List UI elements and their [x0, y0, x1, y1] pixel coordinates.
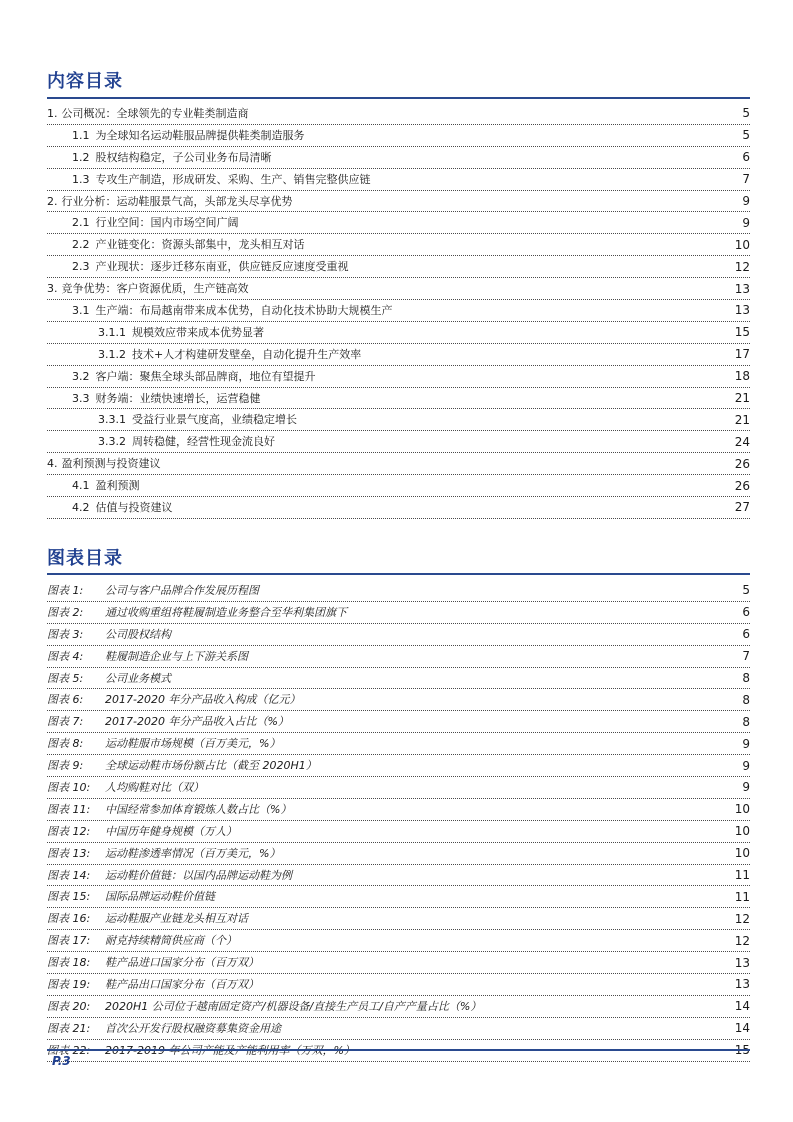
entry-number: 图表 18:: [47, 956, 91, 970]
figure-entry[interactable]: [47, 733, 750, 755]
entry-title: 行业空间：国内市场空间广阔: [95, 216, 239, 230]
entry-number: 图表 17:: [47, 934, 91, 948]
entry-number: 1.: [47, 106, 58, 120]
entry-title: 公司概况：全球领先的专业鞋类制造商: [61, 106, 249, 120]
entry-title: 公司股权结构: [105, 627, 171, 641]
entry-page-number: 6: [742, 150, 750, 165]
entry-number: 3.2: [72, 369, 90, 383]
entry-number: 图表 6:: [47, 693, 84, 707]
entry-title: 运动鞋服市场规模（百万美元，%）: [105, 737, 281, 751]
toc-entry[interactable]: [47, 256, 750, 278]
entry-title: 全球运动鞋市场份额占比（截至 2020H1）: [105, 759, 317, 773]
entry-title: 估值与投资建议: [95, 500, 173, 514]
entry-page-number: 13: [734, 977, 750, 992]
entry-page-number: 8: [742, 692, 750, 707]
toc-entry[interactable]: [47, 125, 750, 147]
toc-entry[interactable]: [47, 191, 750, 213]
entry-page-number: 9: [742, 736, 750, 751]
entry-title: 产业现状：逐步迁移东南亚，供应链反应速度受重视: [95, 260, 349, 274]
entry-number: 图表 2:: [47, 605, 84, 619]
entry-number: 图表 20:: [47, 999, 91, 1013]
figure-entry[interactable]: [47, 799, 750, 821]
entry-title: 公司与客户品牌合作发展历程图: [105, 583, 259, 597]
figure-entry[interactable]: [47, 689, 750, 711]
entry-number: 3.1.2: [98, 347, 126, 361]
entry-title: 盈利预测: [95, 479, 140, 493]
toc-entry[interactable]: [47, 322, 750, 344]
entry-title: 周转稳健，经营性现金流良好: [132, 435, 275, 449]
entry-title: 人均购鞋对比（双）: [105, 780, 204, 794]
entry-number: 3.1: [72, 303, 90, 317]
entry-number: 4.2: [72, 500, 90, 514]
toc-entry[interactable]: [47, 300, 750, 322]
entry-number: 4.1: [72, 479, 90, 493]
figure-entry[interactable]: [47, 886, 750, 908]
contents-list: [47, 103, 750, 519]
entry-title: 中国经常参加体育锻炼人数占比（%）: [105, 802, 292, 816]
entry-page-number: 11: [734, 868, 750, 883]
figures-list: [47, 580, 750, 1062]
entry-number: 图表 15:: [47, 890, 91, 904]
entry-page-number: 26: [734, 456, 750, 471]
entry-page-number: 7: [742, 172, 750, 187]
entry-page-number: 21: [734, 412, 750, 427]
entry-number: 图表 22:: [47, 1043, 91, 1057]
entry-number: 图表 4:: [47, 649, 84, 663]
entry-page-number: 27: [734, 500, 750, 515]
entry-number: 图表 14:: [47, 868, 91, 882]
figure-entry[interactable]: [47, 602, 750, 624]
entry-number: 2.: [47, 194, 58, 208]
figure-entry[interactable]: [47, 668, 750, 690]
entry-page-number: 21: [734, 391, 750, 406]
toc-entry[interactable]: [47, 103, 750, 125]
entry-page-number: 5: [742, 128, 750, 143]
entry-title: 2017-2020 年分产品收入构成（亿元）: [105, 693, 301, 707]
toc-entry[interactable]: [47, 366, 750, 388]
entry-title: 运动鞋服产业链龙头相互对话: [105, 912, 248, 926]
entry-title: 国际品牌运动鞋价值链: [105, 890, 215, 904]
entry-number: 3.3.2: [98, 435, 126, 449]
entry-page-number: 11: [734, 889, 750, 904]
toc-entry[interactable]: [47, 169, 750, 191]
figure-entry[interactable]: [47, 952, 750, 974]
toc-entry[interactable]: [47, 147, 750, 169]
contents-title-rule: [47, 97, 750, 99]
entry-title: 生产端：布局越南带来成本优势，自动化技术协助大规模生产: [95, 303, 393, 317]
entry-number: 图表 5:: [47, 671, 84, 685]
entry-title: 通过收购重组将鞋履制造业务整合至华利集团旗下: [105, 605, 347, 619]
entry-title: 中国历年健身规模（万人）: [105, 824, 237, 838]
entry-title: 鞋产品出口国家分布（百万双）: [105, 977, 259, 991]
entry-number: 图表 1:: [47, 583, 84, 597]
entry-title: 为全球知名运动鞋服品牌提供鞋类制造服务: [95, 128, 305, 142]
entry-number: 3.: [47, 282, 58, 296]
toc-entry[interactable]: [47, 497, 750, 519]
entry-title: 规模效应带来成本优势显著: [132, 325, 264, 339]
entry-page-number: 12: [734, 259, 750, 274]
entry-page-number: 17: [734, 347, 750, 362]
entry-page-number: 10: [734, 846, 750, 861]
entry-page-number: 18: [734, 369, 750, 384]
toc-entry[interactable]: [47, 278, 750, 300]
entry-title: 竞争优势：客户资源优质，生产链高效: [61, 282, 249, 296]
figure-entry[interactable]: [47, 777, 750, 799]
entry-page-number: 14: [734, 1021, 750, 1036]
figure-entry[interactable]: [47, 755, 750, 777]
entry-number: 图表 19:: [47, 977, 91, 991]
toc-entry[interactable]: [47, 409, 750, 431]
entry-page-number: 14: [734, 999, 750, 1014]
figure-entry[interactable]: [47, 624, 750, 646]
entry-title: 专攻生产制造，形成研发、采购、生产、销售完整供应链: [95, 172, 371, 186]
figure-entry[interactable]: [47, 711, 750, 733]
entry-number: 图表 12:: [47, 824, 91, 838]
toc-entry[interactable]: [47, 431, 750, 453]
entry-number: 1.2: [72, 150, 90, 164]
entry-number: 图表 21:: [47, 1021, 91, 1035]
entry-number: 图表 7:: [47, 715, 84, 729]
footer-page-number: P.3: [52, 1054, 71, 1068]
entry-number: 3.1.1: [98, 325, 126, 339]
entry-page-number: 12: [734, 933, 750, 948]
figures-title-rule: [47, 573, 750, 575]
entry-page-number: 9: [742, 215, 750, 230]
entry-page-number: 13: [734, 955, 750, 970]
entry-page-number: 13: [734, 303, 750, 318]
entry-page-number: 13: [734, 281, 750, 296]
entry-page-number: 10: [734, 824, 750, 839]
entry-page-number: 9: [742, 194, 750, 208]
entry-page-number: 15: [734, 1043, 750, 1058]
entry-page-number: 5: [742, 583, 750, 598]
entry-title: 2017-2020 年分产品收入占比（%）: [105, 715, 289, 729]
toc-entry[interactable]: [47, 475, 750, 497]
entry-number: 3.3: [72, 391, 90, 405]
entry-page-number: 8: [742, 671, 750, 685]
entry-page-number: 15: [734, 325, 750, 340]
entry-page-number: 10: [734, 237, 750, 252]
figures-title: 图表目录: [47, 548, 123, 569]
toc-entry[interactable]: [47, 453, 750, 475]
entry-number: 4.: [47, 457, 58, 471]
figure-entry[interactable]: [47, 974, 750, 996]
entry-number: 图表 8:: [47, 737, 84, 751]
entry-title: 股权结构稳定，子公司业务布局清晰: [95, 150, 272, 164]
entry-page-number: 9: [742, 780, 750, 795]
entry-title: 运动鞋渗透率情况（百万美元，%）: [105, 846, 281, 860]
entry-title: 财务端：业绩快速增长，运营稳健: [95, 391, 261, 405]
entry-title: 鞋履制造企业与上下游关系图: [105, 649, 248, 663]
toc-entry[interactable]: [47, 344, 750, 366]
entry-number: 1.3: [72, 172, 90, 186]
entry-title: 产业链变化：资源头部集中，龙头相互对话: [95, 238, 305, 252]
figure-entry[interactable]: [47, 646, 750, 668]
entry-title: 技术+人才构建研发壁垒，自动化提升生产效率: [132, 347, 362, 361]
entry-number: 图表 11:: [47, 802, 91, 816]
toc-entry[interactable]: [47, 234, 750, 256]
entry-number: 3.3.1: [98, 413, 126, 427]
entry-page-number: 24: [734, 434, 750, 449]
entry-title: 受益行业景气度高，业绩稳定增长: [132, 413, 297, 427]
entry-number: 1.1: [72, 128, 90, 142]
entry-title: 行业分析：运动鞋服景气高，头部龙头尽享优势: [61, 194, 293, 208]
figure-entry[interactable]: [47, 865, 750, 887]
entry-number: 2.3: [72, 260, 90, 274]
entry-page-number: 12: [734, 911, 750, 926]
contents-title: 内容目录: [47, 71, 123, 92]
entry-page-number: 10: [734, 802, 750, 817]
entry-page-number: 26: [734, 478, 750, 493]
entry-number: 图表 13:: [47, 846, 91, 860]
entry-page-number: 6: [742, 627, 750, 642]
entry-number: 图表 3:: [47, 627, 84, 641]
entry-number: 图表 10:: [47, 780, 91, 794]
entry-number: 2.2: [72, 238, 90, 252]
entry-title: 鞋产品进口国家分布（百万双）: [105, 956, 259, 970]
figure-entry[interactable]: [47, 843, 750, 865]
entry-number: 2.1: [72, 216, 90, 230]
entry-title: 公司业务模式: [105, 671, 171, 685]
entry-number: 图表 9:: [47, 759, 84, 773]
entry-page-number: 7: [742, 649, 750, 664]
toc-entry[interactable]: [47, 212, 750, 234]
entry-title: 首次公开发行股权融资募集资金用途: [105, 1021, 281, 1035]
figure-entry[interactable]: [47, 930, 750, 952]
footer-rule: [47, 1049, 750, 1051]
figure-entry[interactable]: [47, 908, 750, 930]
figure-entry[interactable]: [47, 580, 750, 602]
entry-title: 运动鞋价值链：以国内品牌运动鞋为例: [105, 868, 292, 882]
figure-entry[interactable]: [47, 996, 750, 1018]
entry-number: 图表 16:: [47, 912, 91, 926]
entry-page-number: 9: [742, 758, 750, 773]
entry-page-number: 6: [742, 605, 750, 620]
toc-entry[interactable]: [47, 388, 750, 410]
figure-entry[interactable]: [47, 1018, 750, 1040]
figure-entry[interactable]: [47, 821, 750, 843]
entry-title: 客户端：聚焦全球头部品牌商，地位有望提升: [95, 369, 316, 383]
entry-title: 2020H1 公司位于越南固定资产/机器设备/直接生产员工/自产产量占比（%）: [105, 999, 482, 1013]
entry-page-number: 5: [742, 106, 750, 121]
entry-title: 2017-2019 年公司产能及产能利用率（万双，%）: [105, 1043, 355, 1057]
entry-title: 盈利预测与投资建议: [61, 457, 161, 471]
entry-page-number: 8: [742, 714, 750, 729]
entry-title: 耐克持续精简供应商（个）: [105, 934, 237, 948]
